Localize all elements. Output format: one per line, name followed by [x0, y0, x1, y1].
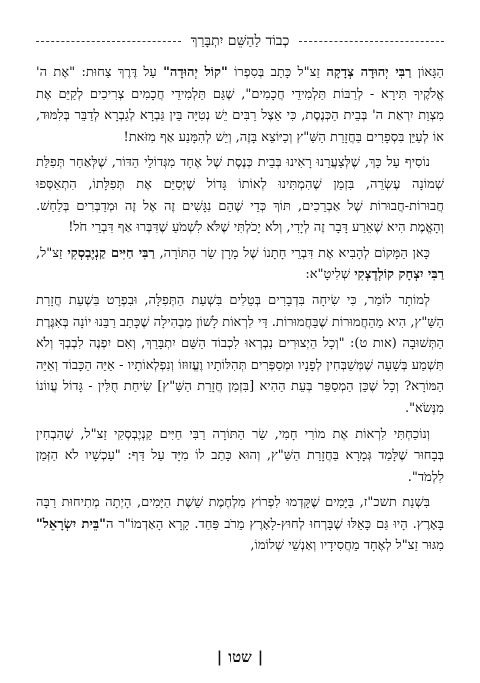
paragraph-1-text-mid: זַצ"ל כָּתַב בְּסִפְרוֹ [227, 65, 327, 80]
paragraph-1-text: הַגָּאוֹן [411, 65, 444, 80]
paragraph-1-bold-book: "קוֹל יְהוּדָה" [163, 65, 228, 80]
paragraph-4 [36, 290, 444, 420]
header-dash-right [299, 41, 444, 42]
header-title: כְבוֹד לַהַשֵּׁם יִתְבָּרַךְ [190, 32, 290, 49]
paragraph-3-bold-name-2: רַבִּי יִצְחָק קוֹלְדֶצְקִי [354, 267, 444, 283]
page-footer [0, 648, 480, 667]
page-body [36, 62, 444, 561]
paragraph-4-text: לְמוֹתָר לוֹמַר, כִּי שִׂיחָה בִּדְבָרִים בְּטֵלִים בִּשְׁעַת הַתְּפִלָּה, וּבִפְרָט בִּשְׁעַת חֲזָרַת הַשַּׁ"ץ, הִיא מֵהַחֲמוּרוֹת שֶׁבַּחֲמוּרוֹת. דַּי לִרְאוֹת לָשׁוֹן מַבְהִילָה שֶׁכָּתַב רַבֵּנוּ יוֹנָה בְּאִגֶּרֶת הַתְּשׁוּבָה (אות ט): "וְכָל הַיְצוּרִים נִבְרְאוּ לִכְבוֹד הַשֵּׁם יִתְבָּרַךְ, וְאִם יִפְנֶה לִבְבְךָ וְלֹא תִּשְׁמַע בְּשָׁעָה שֶׁמְּשַׁבְּחִין לְפָנָיו וּמְסַפְּרִים תְּהִלּוֹתָיו וֶעֱזוּזוֹ וְנִפְלְאוֹתָיו - אַיֵּה הַכָּבוֹד וְאַיֵּה הַמּוֹרָא? וְכָל שֶׁכֵּן הַמְסַפֵּר בְּעֵת הַהִיא [בִּזְמַן חֲזָרַת הַשַּׁ"ץ] שִׂיחַת חֻלִּין - גָּדוֹל עֲווֹנוֹ מִנְּשֹׂא". [36, 292, 444, 416]
header-dash-left [36, 41, 181, 42]
paragraph-6-text-mid: מִגּוּר זַצ"ל לְאֶחָד מֵחֲסִידָיו וְאַנְשֵׁי שְׁלוֹמוֹ, [250, 538, 444, 554]
paragraph-1-text-after: עַל דֶּרֶךְ צַחוּת: "אֶת ה' אֱלֹקֶיךָ תִּירָא - לְרַבּוֹת תַּלְמִידֵי חֲכָמִים", שֶׁגַּם תַּלְמִידֵי חֲכָמִים צְרִיכִים לְקַיֵּם אֶת מִצְוַת יִרְאַת ה' בְּבֵית הַכְּנֶסֶת, כִּי אֵצֶל רַבִּים יֵשׁ נְטִיָּה בֵּין גַּבְרָא לְגַבְרָא לְדַבֵּר בְּלִמּוּד, אוֹ לְעַיֵּן בִּסְפָרִים בַּחֲזָרַת הַשַּׁ"ץ וְכַיּוֹצֵא בָּזֶה, וְיֵשׁ לְהִמָּנַע אַף מִזֹּאת! [36, 65, 444, 145]
paragraph-2 [36, 152, 444, 238]
paragraph-3-text-mid: זַצ"ל, [36, 245, 68, 261]
paragraph-6 [36, 492, 444, 557]
paragraph-3 [36, 243, 444, 286]
page-header [36, 30, 444, 52]
paragraph-1-bold-name: רַבִּי יְהוּדָה צְדָקָה [326, 65, 412, 80]
page-number: שטו [228, 648, 252, 666]
footer-bar-left: | [216, 648, 223, 666]
paragraph-6-text: בִּשְׁנַת תשכ"ז, בַּיָּמִים שֶׁקָּדְמוּ לִפְרוֹץ מִלְחֶמֶת שֵׁשֶׁת הַיָּמִים, הָיְתָה מְתִיחוּת רַבָּה בָּאָרֶץ. הָיוּ גַּם כָּאֵלּוּ שֶׁבָּרְחוּ לְחוּץ-לָאָרֶץ מֵרֹב פַּחַד. קָרָא הָאַדְמוֹ"ר ה [36, 495, 444, 532]
paragraph-1 [36, 62, 444, 148]
paragraph-2-text: נוֹסִיף עַל כָּךְ, שֶׁלְּצַעֲרֵנוּ רָאִינוּ בְּבֵית כְּנֶסֶת שֶׁל אֶחָד מִגְּדוֹלֵי הַדּוֹר, שֶׁלְּאַחַר תְּפִלַּת שְׁמוֹנָה עֶשְׂרֵה, בִּזְמַן שֶׁהִמְתִּינוּ לְאוֹתוֹ גָּדוֹל שֶׁיְּסַיֵּם אֶת תְּפִלָּתוֹ, הִתְאַסְּפוּ חֲבוּרוֹת-חֲבוּרוֹת שֶׁל אַבְרֵכִים, תּוֹךְ כְּדֵי שֶׁהֵם נִגָּשִׁים זֶה אֶל זֶה וּמְדַבְּרִים בְּלַחַשׁ. וְהָאֱמֶת הִיא שֶׁאֵרַע דָּבָר זֶה לְיָדִי, וְלֹא יָכֹלְתִּי שֶׁלֹּא לִשְׁמֹעַ שֶׁדִּבְּרוּ אַף דִּבְרֵי חֹל! [36, 155, 444, 236]
paragraph-3-bold-name-1: רַבִּי חַיִּים קַנְיֶבְסְקִי [67, 245, 155, 261]
paragraph-3-text-after: שְׁלִיטָ"א: [305, 267, 355, 283]
paragraph-3-text: כָּאן הַמָּקוֹם לְהָבִיא אֶת דִּבְרֵי חָתָנוֹ שֶׁל מָרָן שַׂר הַתּוֹרָה, [154, 245, 430, 261]
paragraph-6-bold-name: "בֵּית יִשְׂרָאֵל" [36, 516, 106, 532]
paragraph-5 [36, 424, 444, 489]
paragraph-5-text: וְנוֹכַחְתִּי לִרְאוֹת אֶת מוֹרִי חָמִי, שַׂר הַתּוֹרָה רַבִּי חַיִּים קַנְיֶבְסְקִי זַצ"ל, שֶׁהִבְחִין בְּבָחוּר שֶׁלָּמַד גְּמָרָא בַּחֲזָרַת הַשַּׁ"ץ, וְהוּא כָּתַב לוֹ מִיָּד עַל דַּף: "עַכְשָׁיו לֹא הַזְּמַן לִלְמֹד". [36, 426, 444, 485]
footer-bar-right: | [257, 648, 264, 666]
